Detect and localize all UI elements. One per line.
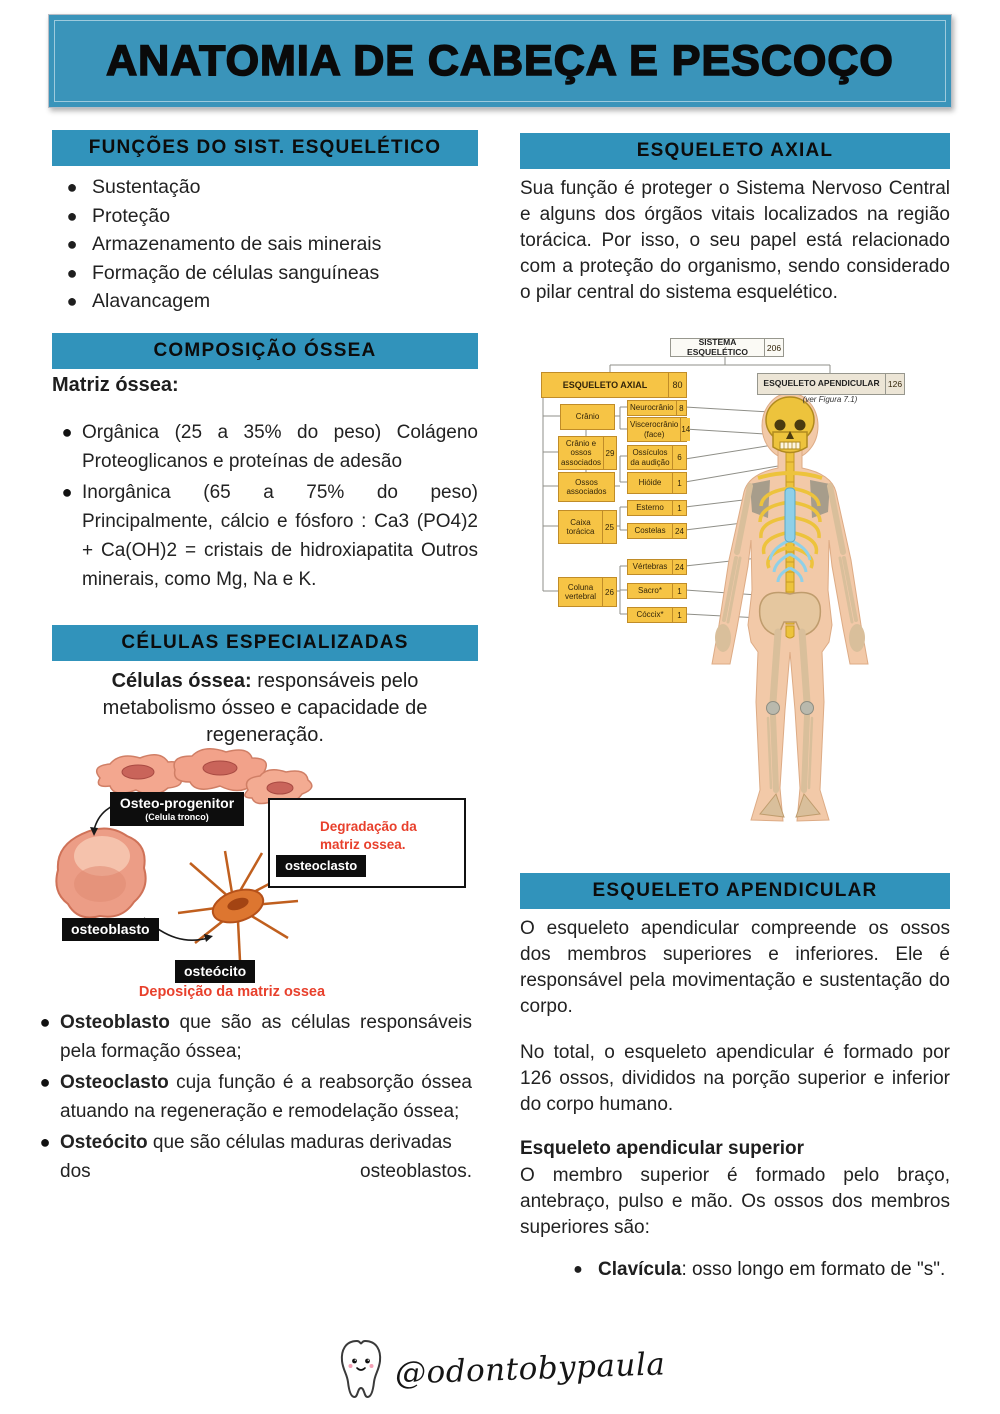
list-item: ● Inorgânica (65 a 75% do peso) Principalmente, cálcio e fósforo : Ca3 (PO4)2 + Ca(OH)2 = cristais de hidroxiapatita Outros minerais, como Mg, Na e K. [52,478,478,594]
deposicao-text: Deposição da matriz ossea [138,984,326,1000]
apendicular-superior-subtitle: Esqueleto apendicular superior [520,1138,805,1159]
chart-group-coluna-vertebral: Coluna vertebral 26 [558,577,617,607]
bullet-dot: ● [39,1132,51,1152]
header-esqueleto-axial: ESQUELETO AXIAL [520,133,950,169]
chart-leaf-hioide: Hióide 1 [627,472,687,494]
bullet-dot: ● [573,1261,583,1278]
list-item: ● Orgânica (25 a 35% do peso) Colágeno Proteoglicanos e proteínas de adesão [52,418,478,476]
funcoes-list [52,173,478,316]
chart-leaf-vertebras: Vértebras 24 [627,559,687,575]
list-item: ● Armazenamento de sais minerais [52,230,478,259]
osteoclasto-label: osteoclasto [276,855,366,877]
osteoblasto-label: osteoblasto [62,918,159,941]
list-item: ● Proteção [52,202,478,231]
page-title: ANATOMIA DE CABEÇA E PESCOÇO [106,36,894,85]
chart-root-box: SISTEMA ESQUELÉTICO 206 [670,338,784,357]
chart-group-caixa-toracica: Caixa torácica 25 [558,510,617,544]
celulas-intro [62,668,468,749]
osteoprogenitor-label: Osteo-progenitor (Celula tronco) [110,792,244,826]
degradacao-text: Degradação da matriz ossea. [320,819,417,852]
chart-leaf-sacro: Sacro* 1 [627,583,687,599]
chart-leaf-esterno: Esterno 1 [627,500,687,516]
apendicular-paragraph-2: No total, o esqueleto apendicular é formado por 126 ossos, divididos na porção superior e inferior do corpo humano. [520,1042,950,1115]
header-funcoes: FUNÇÕES DO SIST. ESQUELÉTICO [52,130,478,166]
chart-leaf-costelas: Costelas 24 [627,523,687,539]
footer [0,1336,1000,1402]
title-banner [48,14,952,108]
celulas-list [30,1008,472,1188]
celulas-intro-rest: responsáveis pelo metabolismo ósseo e capacidade de regeneração. [102,670,428,746]
osteocito-label: osteócito [175,960,255,983]
list-item: ● Osteócito que são células maduras derivadas dos osteoblastos. [30,1128,472,1186]
list-item: ● Osteoblasto que são as células responsáveis pela formação óssea; [30,1008,472,1066]
chart-group-ossos-associados: Ossos associados [558,472,615,502]
tooth-icon [335,1338,387,1400]
apendicular-paragraph-1: O esqueleto apendicular compreende os ossos dos membros superiores e inferiores. Ele é responsável pela movimentação e sustentação do corpo. [520,918,950,1017]
bullet-dot: ● [39,1072,51,1092]
list-item: ● Sustentação [52,173,478,202]
skeleton-chart [535,335,965,845]
header-composicao: COMPOSIÇÃO ÓSSEA [52,333,478,369]
chart-note: (ver Figura 7.1) [802,395,858,404]
chart-leaf-neurocranio: Neurocrânio 8 [627,400,687,416]
bullet-dot: ● [39,1012,51,1032]
composicao-list [52,418,478,596]
header-esqueleto-apendicular: ESQUELETO APENDICULAR [520,873,950,909]
chart-group-cranio-ossos: Crânio e ossos associados 29 [558,436,617,470]
instagram-handle: @odontobypaula [394,1346,666,1392]
axial-paragraph: Sua função é proteger o Sistema Nervoso Central e alguns dos órgãos vitais localizados na região torácica. Por isso, o seu papel está relacionado com a proteção do organismo, sendo considerado o pilar central do sistema esquelético. [520,178,950,303]
chart-leaf-ossiculos: Ossículos da audição 6 [627,445,687,470]
apendicular-paragraph-3: O membro superior é formado pelo braço, antebraço, pulso e mão. Os ossos dos membros superiores são: [520,1165,950,1238]
list-item: ● Alavancagem [52,287,478,316]
skeleton-illustration [690,390,960,840]
list-item: ● Osteoclasto cuja função é a reabsorção óssea atuando na regeneração e remodelação óssea; [30,1068,472,1126]
bullet-dot: ● [66,205,78,226]
clavicula-bullet: ● Clavícula: osso longo em formato de "s". [558,1256,950,1283]
degradacao-box [268,798,466,888]
list-item: ● Formação de células sanguíneas [52,259,478,288]
bullet-dot: ● [61,482,73,502]
chart-axial-box: ESQUELETO AXIAL 80 [541,372,687,398]
bullet-dot: ● [66,291,78,311]
chart-apendicular-box: ESQUELETO APENDICULAR 126 [757,373,905,395]
bone-cells-diagram [52,748,478,1006]
bullet-dot: ● [66,177,78,197]
bullet-dot: ● [66,262,78,283]
celulas-intro-bold: Células óssea: [111,670,252,692]
matriz-ossea-subtitle: Matriz óssea: [52,374,179,396]
chart-leaf-coccix: Cóccix* 1 [627,607,687,623]
bullet-dot: ● [61,422,73,442]
chart-leaf-viscerocranio: Viscerocrânio (face) 14 [627,417,687,442]
bullet-dot: ● [66,234,78,254]
chart-group-cranio: Crânio [560,404,615,430]
header-celulas: CÉLULAS ESPECIALIZADAS [52,625,478,661]
